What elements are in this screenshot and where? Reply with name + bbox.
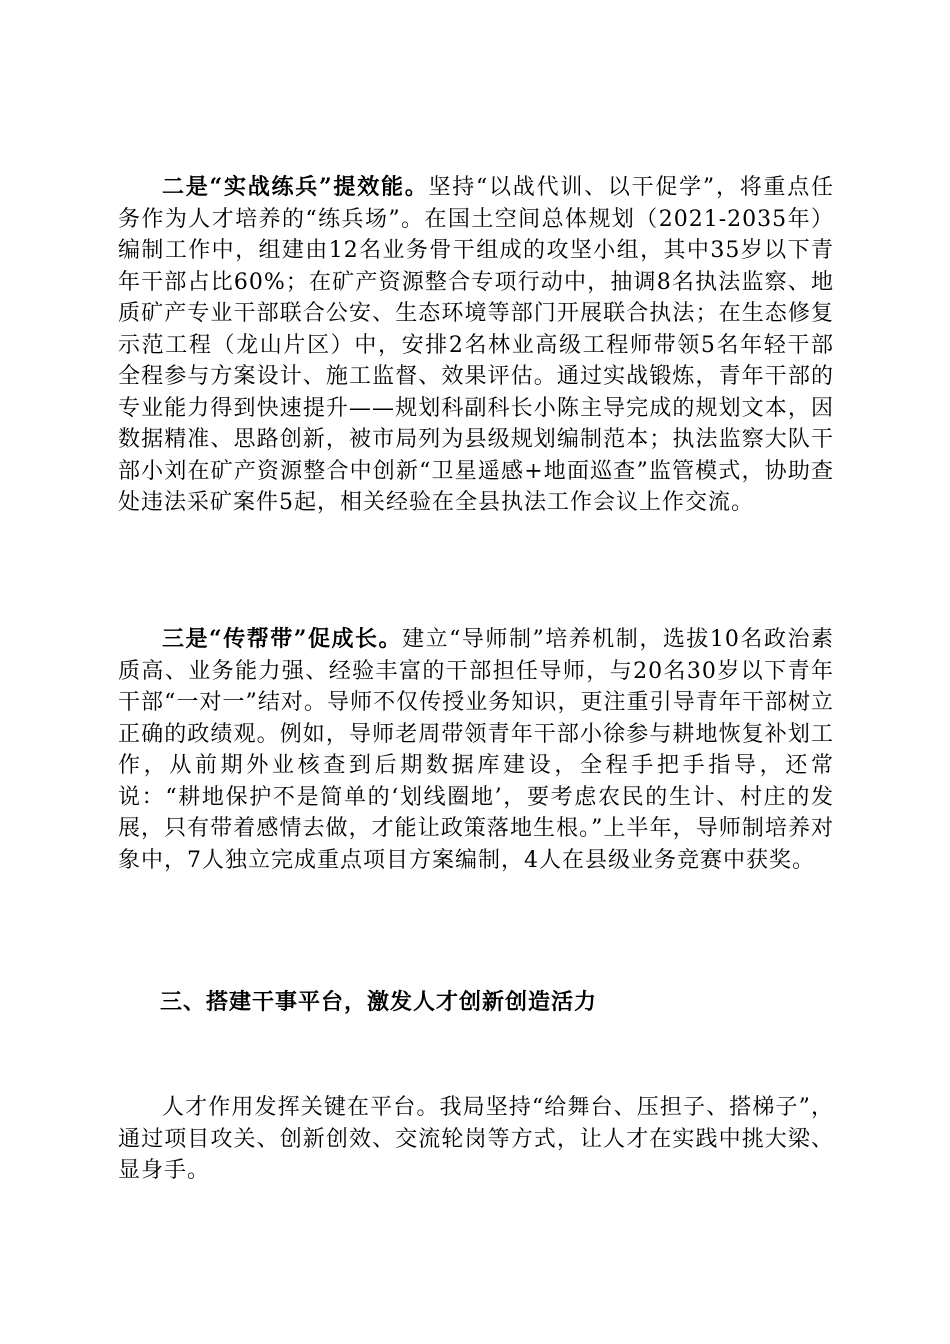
- paragraph-practical-training: [118, 172, 834, 519]
- paragraph-lead: 三是“传帮带”促成长。: [162, 626, 403, 652]
- paragraph-lead: 二是“实战练兵”提效能。: [162, 174, 429, 200]
- paragraph-platform-intro: 人才作用发挥关键在平台。我局坚持“给舞台、压担子、搭梯子”，通过项目攻关、创新创效、交流轮岗等方式，让人才在实践中挑大梁、显身手。: [118, 1095, 834, 1183]
- paragraph-body: 建立“导师制”培养机制，选拔10名政治素质高、业务能力强、经验丰富的干部担任导师，与20名30岁以下青年干部“一对一”结对。导师不仅传授业务知识，更注重引导青年干部树立正确的政绩观。例如，导师老周带领青年干部小徐参与耕地恢复补划工作，从前期外业核查到后期数据库建设，全程手把手指导，还常说：“耕地保护不是简单的‘划线圈地’，要考虑农民的生计、村庄的发展，只有带着感情去做，才能让政策落地生根。”上半年，导师制培养对象中，7人独立完成重点项目方案编制，4人在县级业务竞赛中获奖。: [118, 627, 834, 873]
- paragraph-body: 坚持“以战代训、以干促学”，将重点任务作为人才培养的“练兵场”。在国土空间总体规划（2021-2035年）编制工作中，组建由12名业务骨干组成的攻坚小组，其中35岁以下青年干部占比60%；在矿产资源整合专项行动中，抽调8名执法监察、地质矿产专业干部联合公安、生态环境等部门开展联合执法；在生态修复示范工程（龙山片区）中，安排2名林业高级工程师带领5名年轻干部全程参与方案设计、施工监督、效果评估。通过实战锻炼，青年干部的专业能力得到快速提升——规划科副科长小陈主导完成的规划文本，因数据精准、思路创新，被市局列为县级规划编制范本；执法监察大队干部小刘在矿产资源整合中创新“卫星遥感+地面巡查”监管模式，协助查处违法采矿案件5起，相关经验在全县执法工作会议上作交流。: [118, 175, 835, 515]
- paragraph-mentorship: [118, 624, 834, 876]
- section-heading: 三、搭建干事平台，激发人才创新创造活力: [160, 989, 598, 1015]
